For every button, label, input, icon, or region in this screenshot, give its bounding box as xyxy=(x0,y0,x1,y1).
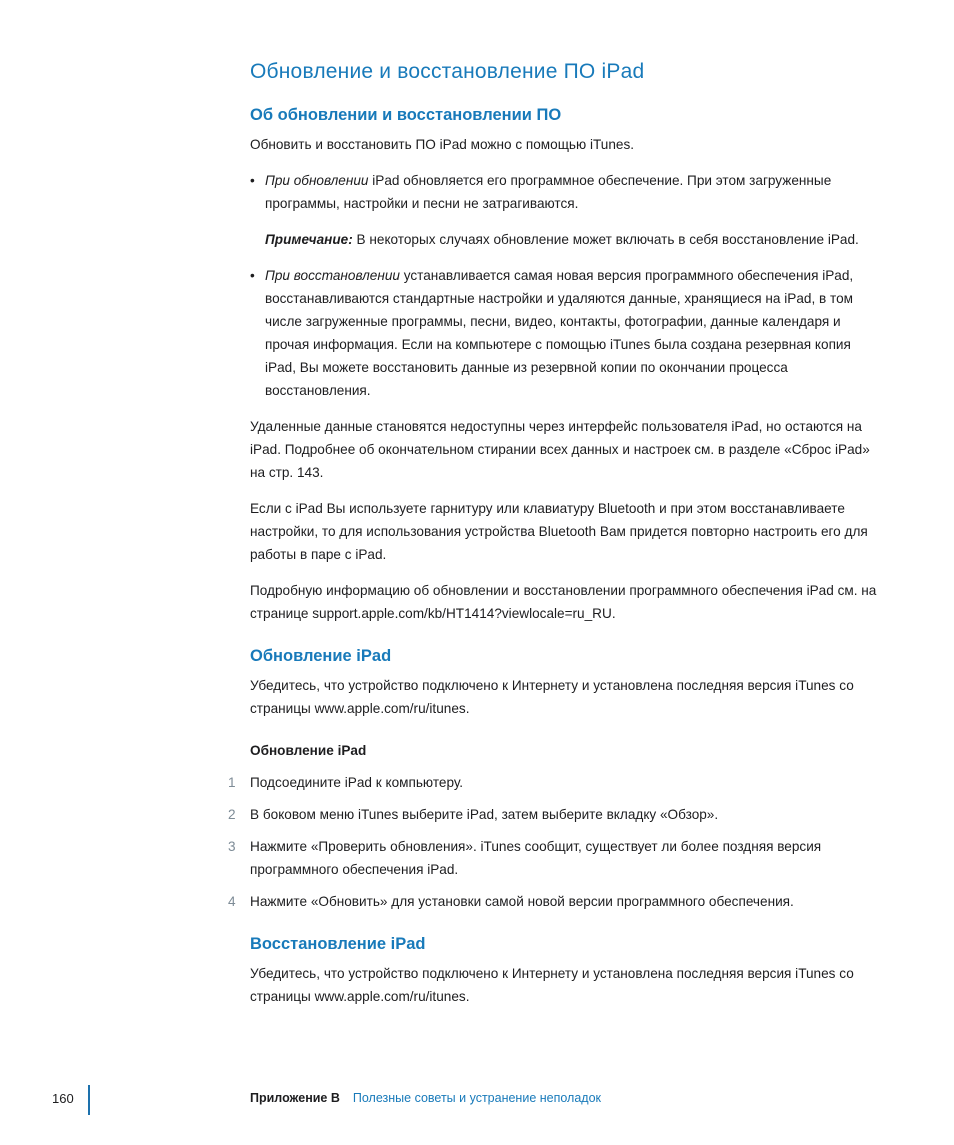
update-intro-paragraph: Убедитесь, что устройство подключено к Интернету и установлена последняя версия iTunes со страницы www.apple.com/ru/itunes. xyxy=(250,678,854,716)
note-block xyxy=(265,228,884,251)
section-heading-update: Обновление iPad xyxy=(250,647,392,665)
step-item-1 xyxy=(228,771,884,794)
footer-page-number: 160 xyxy=(52,1091,74,1106)
step-number: 3 xyxy=(228,839,236,854)
step-number: 4 xyxy=(228,894,236,909)
step-text: Подсоедините iPad к компьютеру. xyxy=(250,775,464,790)
bullet-icon: • xyxy=(250,268,255,283)
bullet-text-update xyxy=(265,169,884,251)
step-number: 1 xyxy=(228,775,236,790)
step-item-4 xyxy=(228,890,884,913)
page-title: Обновление и восстановление ПО iPad xyxy=(250,60,645,83)
restore-intro-paragraph: Убедитесь, что устройство подключено к Интернету и установлена последняя версия iTunes со страницы www.apple.com/ru/itunes. xyxy=(250,966,854,1004)
page-footer xyxy=(0,1083,954,1123)
step-text: Нажмите «Обновить» для установки самой новой версии программного обеспечения. xyxy=(250,894,794,909)
step-list xyxy=(228,771,884,913)
step-text: В боковом меню iTunes выберите iPad, затем выберите вкладку «Обзор». xyxy=(250,807,719,822)
section-heading-about: Об обновлении и восстановлении ПО xyxy=(250,106,562,124)
section-heading-restore: Восстановление iPad xyxy=(250,935,426,953)
footer-chapter-link[interactable]: Полезные советы и устранение неполадок xyxy=(352,1091,601,1105)
bullet-item-restore xyxy=(250,264,884,402)
page-content xyxy=(228,60,884,1021)
bullet-rest-text: устанавливается самая новая версия программного обеспечения iPad, восстанавливаются стандартные настройки и удаляются данные, хранящиеся на iPad, в том числе загруженные программы, песни, видео, контакты, фотографии, данные календаря и прочая информация. Если на компьютере с помощью iTunes была создана резервная копия iPad, Вы можете восстановить данные из резервной копии по окончании процесса восстановления. xyxy=(265,268,854,398)
paragraph-bluetooth: Если с iPad Вы используете гарнитуру или клавиатуру Bluetooth и при этом восстанавливаете настройки, то для использования устройства Bluetooth Вам придется повторно настроить его для работы в паре с iPad. xyxy=(250,501,868,562)
paragraph-support-link: Подробную информацию об обновлении и восстановлении программного обеспечения iPad см. на странице support.apple.com/kb/HT1414?viewlocale=ru_RU. xyxy=(250,583,877,621)
bullet-list xyxy=(250,169,884,402)
bullet-icon: • xyxy=(250,173,255,188)
step-item-2 xyxy=(228,803,884,826)
note-label: Примечание: xyxy=(265,232,353,247)
about-intro-paragraph: Обновить и восстановить ПО iPad можно с помощью iTunes. xyxy=(250,137,635,152)
paragraph-deleted-data: Удаленные данные становятся недоступны через интерфейс пользователя iPad, но остаются на iPad. Подробнее об окончательном стирании всех данных и настроек см. в разделе «Сброс iPad» на стр. 143. xyxy=(250,419,870,480)
bullet-lead-italic: При обновлении xyxy=(265,173,369,188)
step-number: 2 xyxy=(228,807,236,822)
bullet-rest-text: iPad обновляется его программное обеспечение. При этом загруженные программы, настройки и песни не затрагиваются. xyxy=(265,173,832,211)
footer-divider xyxy=(88,1085,90,1115)
bullet-text-restore xyxy=(265,264,884,402)
bullet-item-update xyxy=(250,169,884,251)
task-title-update: Обновление iPad xyxy=(250,743,367,758)
footer-breadcrumb xyxy=(250,1091,601,1105)
footer-appendix-label: Приложение B xyxy=(250,1091,340,1105)
note-text: В некоторых случаях обновление может включать в себя восстановление iPad. xyxy=(352,232,859,247)
step-item-3 xyxy=(228,835,884,881)
step-text: Нажмите «Проверить обновления». iTunes сообщит, существует ли более поздняя версия программного обеспечения iPad. xyxy=(250,839,822,877)
bullet-lead-italic: При восстановлении xyxy=(265,268,400,283)
